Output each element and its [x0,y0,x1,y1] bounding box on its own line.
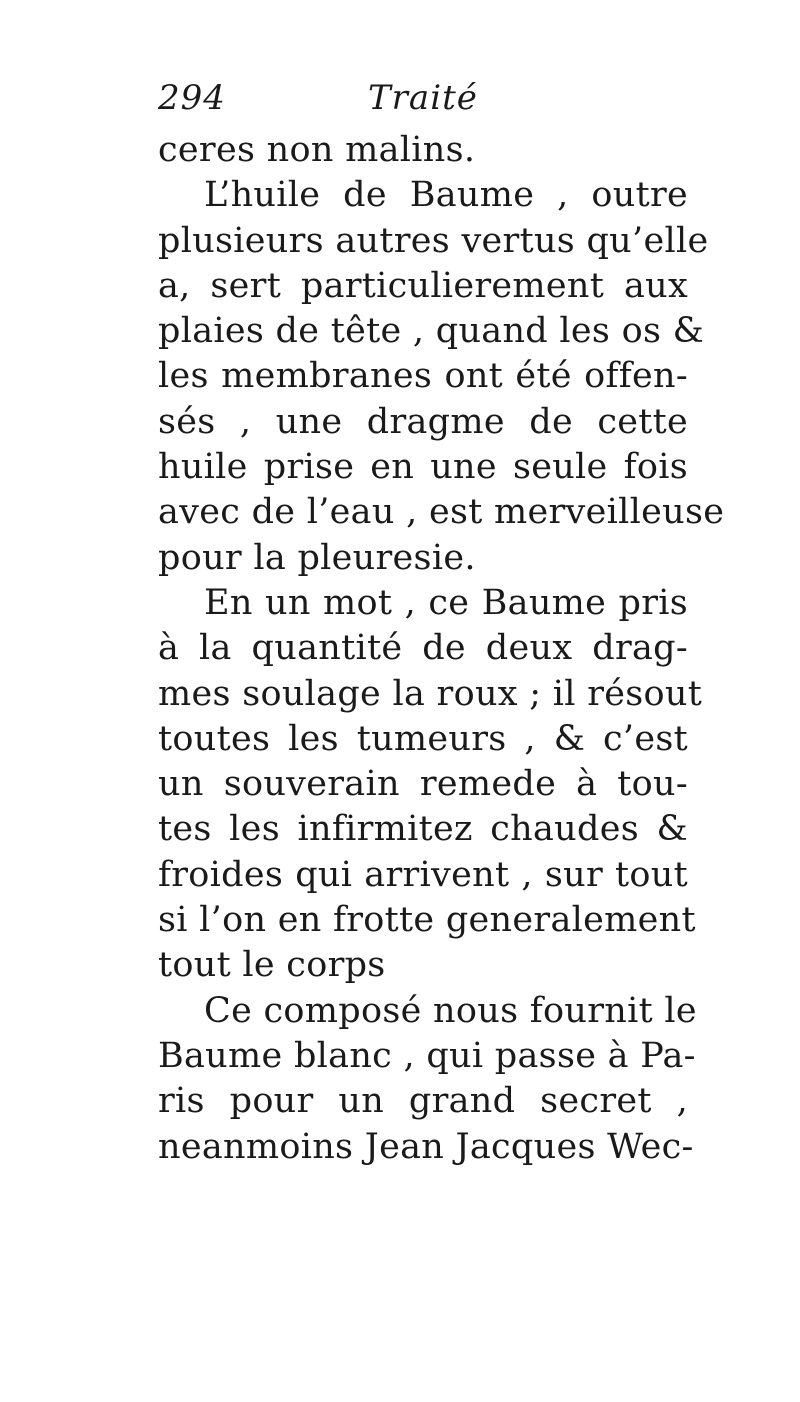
text-line: L’huile de Baume , outre [204,175,688,216]
text-line: Ce composé nous fournit le [204,990,697,1031]
text-line: pour la pleuresie. [158,537,476,578]
text-line: En un mot , ce Baume pris [204,582,688,623]
text-line: Baume blanc , qui passe à Pa- [158,1035,696,1076]
text-line: neanmoins Jean Jacques Wec- [158,1126,694,1167]
text-line: a, sert particulierement aux [158,265,688,306]
text-line: à la quantité de deux drag- [158,628,688,669]
text-line: plusieurs autres vertus qu’elle [158,220,709,261]
running-head [158,78,698,128]
text-line: tes les infirmitez chaudes & [158,809,688,850]
text-line: un souverain remede à tou- [158,764,688,805]
text-line: huile prise en une seule fois [158,447,688,488]
text-line: sés , une dragme de cette [158,401,688,442]
text-line: toutes les tumeurs , & c’est [158,718,688,759]
text-line: froides qui arrivent , sur tout [158,854,688,895]
text-line: tout le corps [158,945,386,986]
text-line: les membranes ont été offen- [158,356,688,397]
text-line: mes soulage la roux ; il résout [158,673,703,714]
body-text [158,128,725,1170]
text-line: plaies de tête , quand les os & [158,311,705,352]
running-title: Traité [368,78,478,118]
text-line: avec de l’eau , est merveilleuse [158,492,725,533]
text-line: ris pour un grand secret , [158,1081,688,1122]
page-number: 294 [158,78,226,118]
text-line: si l’on en frotte generalement [158,900,696,941]
text-line: ceres non malins. [158,130,476,170]
